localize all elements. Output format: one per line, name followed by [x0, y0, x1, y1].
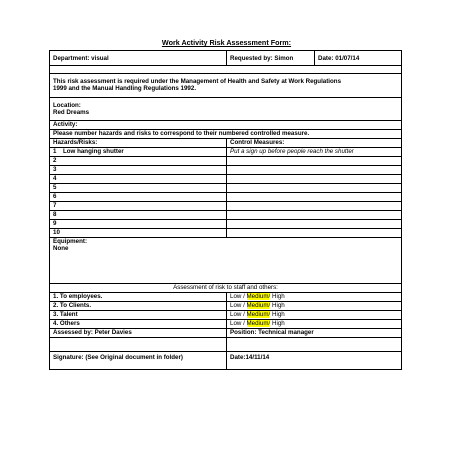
assessed-by-field: Assessed by: Peter Davies: [53, 329, 132, 336]
risk-medium-selected: Medium: [246, 293, 269, 300]
blank-cell: [226, 338, 401, 351]
risk-high: / High: [268, 302, 285, 309]
hazard-row: [49, 193, 402, 202]
risk-level-cell: [226, 302, 401, 310]
equipment-cell: [50, 238, 401, 283]
hazard-rows: [49, 148, 402, 238]
risk-low: Low /: [230, 320, 247, 327]
hazard-number: 8: [53, 211, 57, 218]
control-cell: [226, 229, 401, 237]
risk-low: Low /: [230, 302, 247, 309]
assessment-row: [49, 293, 402, 302]
hazard-cell: [50, 157, 226, 165]
hazard-cell: [50, 175, 226, 183]
risk-level-cell: [226, 320, 401, 328]
form-header-row: [49, 50, 402, 66]
assessment-row: [49, 311, 402, 320]
assessed-by-blank-row: [49, 338, 402, 352]
hazard-row: [49, 157, 402, 166]
control-cell: [226, 175, 401, 183]
assessment-label: 3. Talent: [53, 311, 78, 318]
location-value: Red Dreams: [53, 109, 90, 117]
activity-label: Activity:: [53, 121, 78, 128]
hazard-number: 2: [53, 157, 57, 164]
position-field: Position: Technical manager: [226, 329, 401, 337]
risk-high: / High: [268, 311, 285, 318]
department-field: Department: visual: [53, 55, 109, 62]
risk-low: Low /: [230, 311, 247, 318]
sign-date-field: Date:14/11/14: [226, 352, 401, 369]
hazards-header: Hazards/Risks:: [53, 139, 98, 146]
control-cell: Put a sign up before people reach the shutter: [226, 148, 401, 156]
risk-high: / High: [268, 320, 285, 327]
hazard-number: 1: [53, 148, 57, 155]
intro-line-1: This risk assessment is required under the Management of Health and Safety at Work Regulations: [53, 78, 342, 85]
hazard-row: [49, 202, 402, 211]
hazard-cell: [50, 202, 226, 210]
hazard-row: [49, 211, 402, 220]
control-cell: [226, 220, 401, 228]
risk-level-cell: [226, 311, 401, 319]
hazard-number: 7: [53, 202, 57, 209]
location-label: Location:: [53, 102, 81, 109]
hazard-text: Low hanging shutter: [63, 148, 124, 155]
equipment-row: [49, 238, 402, 284]
control-cell: [226, 211, 401, 219]
risk-level-cell: [226, 293, 401, 301]
control-cell: [226, 193, 401, 201]
hazard-cell: [50, 184, 226, 192]
hazard-cell: [50, 193, 226, 201]
assessment-header-row: [49, 284, 402, 293]
hazard-row: [49, 220, 402, 229]
hazard-cell: [50, 220, 226, 228]
intro-line-2: 1999 and the Manual Handling Regulations 1992.: [53, 85, 197, 93]
assessment-row: [49, 302, 402, 311]
activity-instruction-row: [49, 130, 402, 139]
location-cell: [50, 98, 401, 120]
hazard-number: 10: [53, 229, 60, 236]
signature-field: Signature: (See Original document in folder): [53, 354, 183, 361]
assessment-header: Assessment of risk to staff and others:: [173, 284, 278, 291]
location-row: [49, 98, 402, 121]
hazard-number: 6: [53, 193, 57, 200]
hazard-cell: [50, 148, 226, 156]
risk-assessment-form: [49, 50, 402, 370]
hazard-number: 5: [53, 184, 57, 191]
control-cell: [226, 184, 401, 192]
hazard-row: [49, 229, 402, 238]
equipment-label: Equipment:: [53, 238, 88, 245]
equipment-value: None: [53, 245, 69, 253]
hazard-cell: [50, 166, 226, 174]
hazard-number: 4: [53, 175, 57, 182]
assessed-by-row: [49, 329, 402, 338]
control-cell: [226, 202, 401, 210]
hazard-row: [49, 175, 402, 184]
requested-by-field: Requested by: Simon: [226, 51, 314, 65]
hazard-cell: [50, 211, 226, 219]
risk-medium-selected: Medium: [246, 311, 269, 318]
control-cell: [226, 166, 401, 174]
intro-text: [50, 74, 401, 97]
assessment-label: 4. Others: [53, 320, 80, 327]
hazard-cell: [50, 229, 226, 237]
control-cell: [226, 157, 401, 165]
risk-high: / High: [268, 293, 285, 300]
date-field: Date: 01/07/14: [314, 51, 401, 65]
risk-medium-selected: Medium: [246, 302, 269, 309]
hazard-number: 3: [53, 166, 57, 173]
activity-row: [49, 121, 402, 130]
hazard-number: 9: [53, 220, 57, 227]
assessment-row: [49, 320, 402, 329]
intro-row: [49, 74, 402, 98]
assessment-label: 1. To employees.: [53, 293, 103, 300]
hazards-header-row: [49, 139, 402, 148]
risk-medium-selected: Medium: [246, 320, 269, 327]
signature-row: [49, 352, 402, 370]
controls-header: Control Measures:: [226, 139, 401, 147]
hazard-row: [49, 148, 402, 157]
hazard-row: [49, 166, 402, 175]
form-title: Work Activity Risk Assessment Form:: [161, 38, 292, 47]
activity-instruction: Please number hazards and risks to correspond to their numbered controlled measure.: [53, 130, 310, 137]
risk-low: Low /: [230, 293, 247, 300]
assessment-label: 2. To Clients.: [53, 302, 92, 309]
hazard-row: [49, 184, 402, 193]
spacer: [49, 66, 402, 74]
blank-cell: [50, 338, 226, 351]
